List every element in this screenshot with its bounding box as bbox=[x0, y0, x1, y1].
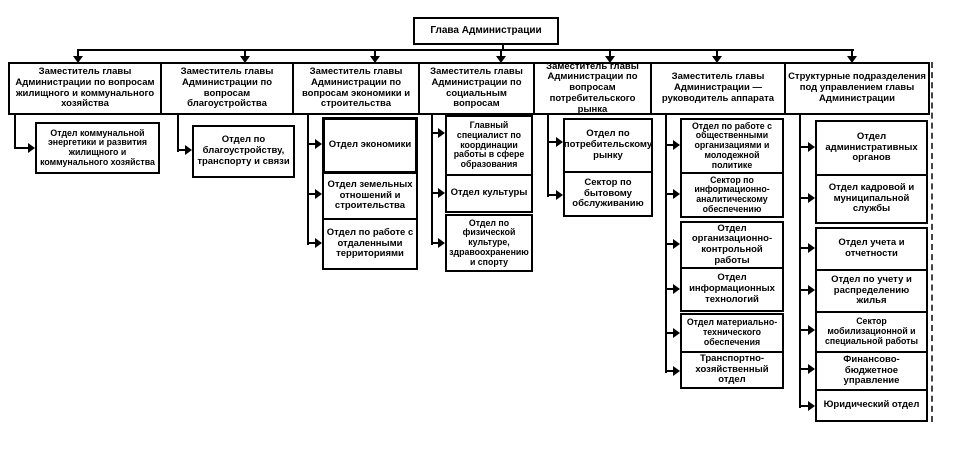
org-dept-box-1-1: Отдел коммунальной энергетики и развития жилищного и коммунального хозяйства bbox=[35, 122, 160, 174]
connector-arrow-down-1 bbox=[77, 50, 79, 56]
connector-col4-arrow-2 bbox=[431, 192, 438, 194]
connector-col7-line bbox=[799, 113, 801, 408]
org-dept-box-4-3: Отдел по физической культуре, здравоохранению и спорту bbox=[445, 214, 533, 272]
org-root-box: Глава Администрации bbox=[413, 17, 559, 45]
connector-col2-arrow-1 bbox=[177, 149, 185, 151]
connector-col3-arrow-1 bbox=[307, 143, 315, 145]
org-dept-box-6-2: Сектор по информационно-аналитическому обеспечению bbox=[680, 172, 784, 218]
connector-col1-arrow-1 bbox=[14, 147, 28, 149]
connector-arrow-down-4 bbox=[500, 50, 502, 56]
connector-col3-arrow-3 bbox=[307, 242, 315, 244]
connector-col6-arrow-3 bbox=[665, 243, 673, 245]
org-dept-box-7-1: Отдел административных органов bbox=[815, 120, 928, 176]
connector-col3-arrow-2 bbox=[307, 193, 315, 195]
connector-col7-arrow-1 bbox=[799, 146, 808, 148]
org-header-box-3: Заместитель главы Администрации по вопросам экономики и строительства bbox=[292, 62, 420, 115]
org-dept-box-6-4: Отдел информационных технологий bbox=[680, 267, 784, 312]
org-dept-box-3-2: Отдел земельных отношений и строительства bbox=[322, 172, 418, 220]
org-dept-box-4-2: Отдел культуры bbox=[445, 174, 533, 213]
connector-col7-arrow-2 bbox=[799, 197, 808, 199]
org-dept-box-6-5: Отдел материально-технического обеспечения bbox=[680, 313, 784, 353]
connector-col4-arrow-3 bbox=[431, 242, 438, 244]
connector-col7-arrow-7 bbox=[799, 405, 808, 407]
connector-arrow-down-6 bbox=[716, 50, 718, 56]
connector-arrow-down-7 bbox=[851, 50, 853, 56]
org-header-box-6: Заместитель главы Администрации — руководитель аппарата bbox=[650, 62, 786, 115]
org-dept-box-7-5: Сектор мобилизационной и специальной работы bbox=[815, 311, 928, 353]
connector-col5-line bbox=[547, 113, 549, 197]
connector-col6-arrow-6 bbox=[665, 370, 673, 372]
connector-col5-arrow-2 bbox=[547, 194, 556, 196]
org-dept-box-5-2: Сектор по бытовому обслуживанию bbox=[563, 171, 653, 217]
org-dept-box-3-1: Отдел экономики bbox=[322, 117, 418, 174]
org-header-box-1: Заместитель главы Администрации по вопросам жилищного и коммунального хозяйства bbox=[8, 62, 162, 115]
connector-arrow-down-5 bbox=[609, 50, 611, 56]
connector-col3-line bbox=[307, 113, 309, 245]
org-dept-box-4-1: Главный специалист по координации работы в сфере образования bbox=[445, 115, 533, 176]
connector-col7-arrow-6 bbox=[799, 368, 808, 370]
connector-arrow-down-2 bbox=[244, 50, 246, 56]
table-gridline-dashed bbox=[931, 62, 933, 422]
connector-col1-line bbox=[14, 113, 16, 149]
org-dept-box-7-3: Отдел учета и отчетности bbox=[815, 227, 928, 271]
org-dept-box-3-3: Отдел по работе с отдаленными территориями bbox=[322, 218, 418, 270]
org-dept-box-7-2: Отдел кадровой и муниципальной службы bbox=[815, 174, 928, 224]
org-dept-box-7-6: Финансово-бюджетное управление bbox=[815, 351, 928, 391]
org-header-box-2: Заместитель главы Администрации по вопросам благоустройства bbox=[160, 62, 294, 115]
connector-col4-arrow-1 bbox=[431, 132, 438, 134]
connector-col5-arrow-1 bbox=[547, 141, 556, 143]
connector-col7-arrow-3 bbox=[799, 247, 808, 249]
connector-col7-arrow-5 bbox=[799, 329, 808, 331]
org-dept-box-5-1: Отдел по потребительскому рынку bbox=[563, 118, 653, 173]
connector-col6-arrow-5 bbox=[665, 332, 673, 334]
connector-col6-arrow-4 bbox=[665, 288, 673, 290]
connector-col6-arrow-1 bbox=[665, 144, 673, 146]
org-dept-box-7-4: Отдел по учету и распределению жилья bbox=[815, 269, 928, 313]
connector-col6-arrow-2 bbox=[665, 193, 673, 195]
org-dept-box-7-7: Юридический отдел bbox=[815, 389, 928, 422]
connector-col2-line bbox=[177, 113, 179, 152]
connector-arrow-down-3 bbox=[374, 50, 376, 56]
org-dept-box-6-3: Отдел организационно-контрольной работы bbox=[680, 221, 784, 269]
org-dept-box-6-6: Транспортно-хозяйственный отдел bbox=[680, 351, 784, 389]
org-dept-box-6-1: Отдел по работе с общественными организациями и молодежной политике bbox=[680, 118, 784, 174]
org-header-box-4: Заместитель главы Администрации по социальным вопросам bbox=[418, 62, 535, 115]
org-dept-box-2-1: Отдел по благоустройству, транспорту и связи bbox=[192, 125, 295, 178]
connector-top-rail bbox=[77, 49, 854, 51]
connector-col7-arrow-4 bbox=[799, 289, 808, 291]
org-header-box-7: Структурные подразделения под управлением главы Администрации bbox=[784, 62, 930, 115]
org-header-box-5: Заместитель главы Администрации по вопросам потребительского рынка bbox=[533, 62, 652, 115]
